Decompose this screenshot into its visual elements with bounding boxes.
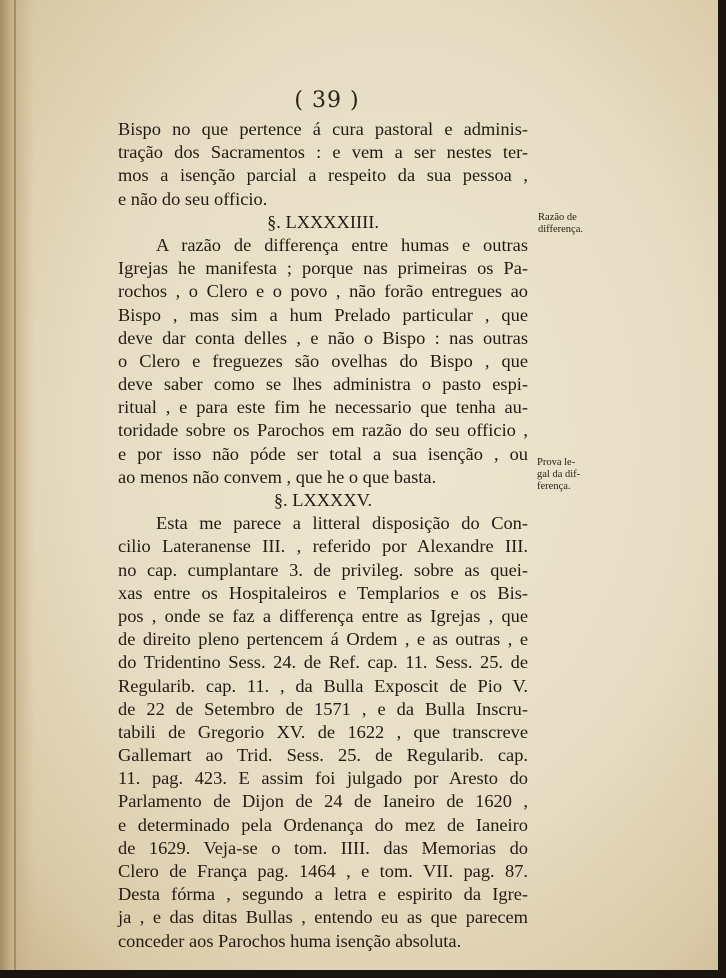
text-line: Desta fórma , segundo a letra e espirito da Igre-: [118, 884, 528, 905]
text-line: o Clero e freguezes são ovelhas do Bispo , que: [118, 350, 528, 371]
text-line: conceder aos Parochos huma isenção absoluta.: [118, 930, 462, 951]
text-line: mos a isenção parcial a respeito da sua pessoa ,: [118, 165, 528, 186]
text-line: pos , onde se faz a differença entre as Igrejas , que: [118, 605, 528, 626]
text-line: Regularib. cap. 11. , da Bulla Exposcit de Pio V.: [118, 675, 528, 696]
margin-note-line: ferença.: [537, 481, 571, 492]
text-line: A razão de differença entre humas e outras: [156, 234, 528, 255]
text-line: ritual , e para este fim he necessario que tenha au-: [118, 397, 528, 418]
text-line: Esta me parece a litteral disposição do Con-: [156, 513, 528, 534]
text-line: Bispo , mas sim a hum Prelado particular , que: [118, 304, 528, 325]
margin-note-prova: [537, 457, 580, 493]
text-line: de 22 de Setembro de 1571 , e da Bulla Inscru-: [118, 698, 528, 719]
text-line: Bispo no que pertence á cura pastoral e adminis-: [118, 119, 528, 139]
text-line: ao menos não convem , que he o que basta.: [118, 466, 437, 487]
section-heading: §. LXXXXV.: [273, 490, 373, 510]
text-line: e não do seu officio.: [118, 188, 268, 209]
text-line: deve saber como se lhes administra o pasto espi-: [118, 374, 528, 395]
text-line: Clero de França pag. 1464 , e tom. VII. pag. 87.: [118, 861, 528, 881]
text-line: rochos , o Clero e o povo , não forão entregues ao: [118, 281, 528, 302]
text-line: Igrejas he manifesta ; porque nas primeiras os Pa-: [118, 258, 528, 279]
page-gutter: [0, 0, 34, 970]
text-line: toridade sobre os Parochos em razão do seu officio ,: [118, 420, 528, 441]
margin-note-line: gal da dif-: [537, 469, 581, 480]
margin-note-line: Razão de: [538, 212, 577, 223]
text-line: ja , e das ditas Bullas , entendo eu as que parecem: [118, 907, 528, 928]
text-line: no cap. cumplantare 3. de privileg. sobre as quei-: [118, 559, 528, 580]
text-line: tração dos Sacramentos : e vem a ser nestes ter-: [118, 142, 528, 163]
text-line: xas entre os Hospitaleiros e Templarios e os Bis-: [118, 582, 528, 603]
body-text: [118, 118, 528, 953]
text-line: cilio Lateranense III. , referido por Alexandre III.: [118, 536, 528, 557]
text-line: tabili de Gregorio XV. de 1622 , que transcreve: [118, 721, 528, 742]
margin-note-line: Prova le-: [537, 457, 576, 468]
text-line: de 1629. Veja-se o tom. IIII. das Memorias do: [118, 837, 528, 858]
page-number: ( 39 ): [294, 88, 360, 113]
text-line: 11. pag. 423. E assim foi julgado por Aresto do: [118, 768, 528, 789]
margin-note-line: differença.: [538, 224, 583, 235]
spine-shadow: [14, 0, 16, 970]
margin-note-razao: [538, 212, 583, 236]
text-line: e por isso não póde ser total a sua isenção , ou: [118, 443, 528, 464]
text-line: deve dar conta delles , e não o Bispo : nas outras: [118, 327, 528, 348]
text-line: Parlamento de Dijon de 24 de Ianeiro de 1620 ,: [118, 791, 528, 812]
text-line: Gallemart ao Trid. Sess. 25. de Regularib. cap.: [118, 745, 528, 766]
text-line: e determinado pela Ordenança do mez de Ianeiro: [118, 814, 528, 835]
text-line: do Tridentino Sess. 24. de Ref. cap. 11. Sess. 25. de: [118, 652, 528, 673]
text-line: de direito pleno pertencem á Ordem , e as outras , e: [118, 629, 528, 650]
section-heading: §. LXXXXIIII.: [267, 211, 379, 232]
